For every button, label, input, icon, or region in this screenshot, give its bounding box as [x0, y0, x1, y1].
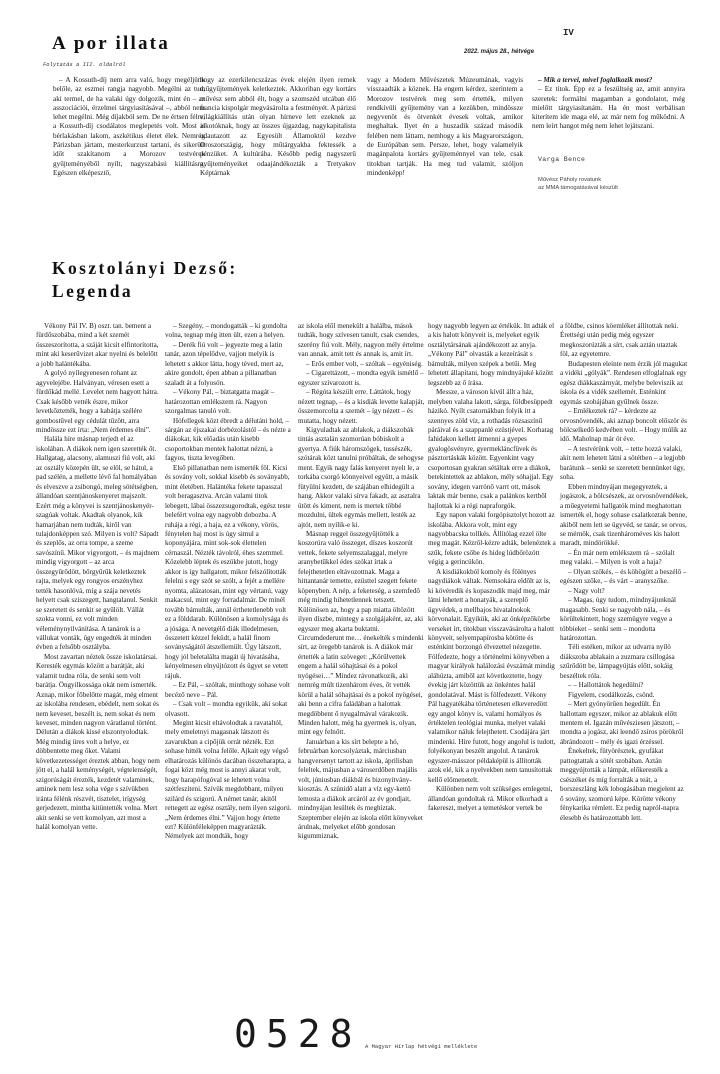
paragraph: A kisdiákokból komoly és fölényes nagydiákok váltak. Nemsokára eldőlt az is, ki kövéredik és kopaszodik majd meg, már látni lehetett a honatyák, a szereplő ügyvédek, a mellbajos hivatalnokok körvonalait. Egyikük, aki az önképzőkörbe verseket írt, titokban visszavásárolta a halott könyveit, selyempapírosba kötötte és esténkint borzongó élvezettel nézegette. Fölfedezte, hogy a történelmi könyvében a magyar királyok halálozási évszámát mindig aláhúzta, amiből azt következtette, hogy évekig járt közöttük az önkéntes halál gondolatával. Mást is fölfedezett. Vékony Pál hagyatékába történetesen elkeveredött egy angol könyv is, valami homályos és értéktelen teológiai munka, melyet valaki valamikor náluk felejthetett. Csodájára járt mindenki. Híre futott, hogy angolul is tudott, folyékonyan beszélt angolul. A tanárok egyszer-másszor példaképül is állították azok elé, kik a nyelvekben nem tanusítottak kellő előmenetelt.: [428, 567, 556, 784]
paragraph: – Mert gyönyörűen hegedült. Én hallottam egyszer, mikor az ablakuk előtt mentem el. Igazán művésziesen játszott, – mondta a jogász, aki leendő zsíros pörökről ábrándozott – mély és igazi érzéssel.: [560, 700, 684, 746]
story-name: Legenda: [52, 281, 133, 301]
paragraph: – Magas, úgy tudom, mindnyájunknál magasabb. Senki se nagyobb nála, – és körültekintett, hogy szemügyre vegye a többieket – senki sem – mondotta határozottan.: [560, 596, 676, 642]
paragraph: – Régóta készült erre. Láttátok, hogy nézett tegnap, – és a kisdiák levette kalapját, összemorcolta a szemét – így nézett – és mutatta, hogy nézett.: [298, 388, 425, 425]
paragraph: Januárban a kis sírt belepte a hó, februárban korcsolyáztak, márciusban hangversenyt tartott az iskola, áprilisban feleltek, májusban a városerdőben majális volt, júniusban diákbál és bizonyítvány-kiosztás. A szünidő alatt a víz egy-kettő lemosta a diákok arcáról az év gondjait, mindnyájan lesültek és meghíztak. Szeptember elején az iskola előtt könyveket árulnak, melyeket előbb gondosan kigummiznak,: [298, 737, 423, 841]
paragraph: – Nagy volt?: [568, 586, 605, 595]
paragraph: – Olyan szőkés, – és köhögött a beszélő – egészen szőke, – és várt – aranyszőke.: [560, 567, 687, 586]
issue-number: 0528: [234, 1012, 362, 1056]
story-column-5: [560, 322, 688, 823]
publication-tagline: A Magyar Hírlap hétvégi melléklete: [365, 1043, 478, 1050]
credit-line: Művész Páholy rovatunk: [538, 177, 602, 183]
continuation-note: Folytatás a III. oldalról: [43, 61, 126, 68]
paragraph: Halála híre másnap terjedt el az iskolában. A diákok nem igen szerették őt. Hallgatag, alacsony, alamuszi fiú volt, aki az osztály közepén ült, se elöl, se hátul, a pad szélén, a mellette lévő fal homályában és elveszve a zsibongó, meleg sötétségben, állandóan szentjánoskenyeret majszolt. Ezért még a könyvei is szentjánoskenyér-szagúak voltak. Akadtak olyanok, kik hamarjában nem tudták, kiről van tulajdonképpen szó. Milyen is volt? Sápadt és szeplős, az orra tompe, a szeme savószínű. Mikor vigyorgott, – és majdnem mindig vigyorgott – az arca összegyűrődött, bőrgyűrűk keletkeztek rajta, melyek egy rongyos erszényhez tették hasonlóvá, míg a szája nevetés helyett csak sziszegett, hangtalanul. Senkit se szeretett és senkit se gyűlölt. Vállát szokta vonni, ez volt minden véleménynyilvánítása. A tanárok is a vállukat vonták, úgy engedték át minden évben a felsőbb osztályba.: [36, 435, 160, 652]
paragraph: – Vékony Pál, – biztatgatta magát – határozottan emlékszem rá. Nagyon szorgalmas tanuló volt.: [165, 388, 275, 416]
page-number: IV: [563, 28, 574, 38]
interview-column-3: [367, 76, 523, 178]
interview-question: – Mik a tervei, mivel foglalkozik most?: [538, 76, 653, 84]
paragraph: Vékony Pál IV. B) oszt. tan. bement a fürdőszobába, mind a két szemét összeszorította, a száját kicsit elfintorította, mint aki keserűvizet akar nyelni és belelőtt a jobb halántékába.: [36, 322, 159, 368]
issue-date: 2022. május 28., hétvége: [464, 49, 535, 55]
paragraph: – Szegény, – mondogatták – ki gondolta volna, tegnap még itten ült, ezen a helyen.: [165, 322, 288, 340]
interview-column-2: [200, 76, 356, 178]
story-column-3: [298, 322, 426, 842]
interview-column-1: [53, 76, 205, 178]
paragraph: – – Hallottátok hegedülni?: [568, 681, 644, 690]
paragraph: vagy a Modern Művészetek Múzeumának, vagyis visszaadták a köznek. Ha engem kérdez, szerintem a Morozov testvérek meg sem értették, milyen rendkívüli gyűjtemény van a kezükben, mindössze negyvenöt és ötvenkét évesek voltak, amikor meghaltak. Ilyet én a huszadik század második felében nem láttam, nemhogy a kis Magyarországon, de Európában sem. Persze, lehet, hogy valamelyik magánpalota kortárs gyűjteménnyel van tele, csak titokban tartják. Ha meg tud valamit, szóljon mindenképp!: [367, 76, 523, 177]
paragraph: Megint kicsit eltávolodtak a ravataltól, mely emeletnyi magasnak látszott és zavarukban a cipőjük orrát nézték. Ezt sohase hitték volna felőle. Ajkait egy végső elhatározás különös dacában összeharapta, a fogai közt még most is annyi akarat volt, hogy harapófogóval se lehetett volna szétfeszíteni. Szívük megdobbant, milyen szilárd és szigorú. A német tanár, akitől rettegett az egész osztály, nem ilyen szigorú. „Nem érdemes élni.” Vajjon hogy értette ezt? Különféleképpen magyarázták. Némelyek azt mondták, hogy: [165, 719, 292, 841]
paragraph: Ebben mindnyájan megegyeztek, a jogászok, a bölcsészek, az orvosnövendékek, a műegyetemi hallgatók mind meghatottan ismerték el, hogy sohase csalatkoztak benne, akiből nem lett se ügyvéd, se tanár, se orvos, se mérnök, csak tizenhároméves kis halott maradt, mindörökké.: [560, 482, 688, 548]
paragraph: Budapesten eleinte nem érzik jól magukat a vidéki „gólyák”. Rendesen elfoglalnak egy egész diákkaszárnyát, melybe beleviszik az iskola és a vidék szellemét. Esténkint egymás szobájában gyűlnek össze.: [560, 359, 688, 406]
paragraph: – Erős ember volt, – szóltak – egyéniség.: [306, 359, 423, 368]
paragraph: Egy napon valaki forgópisztolyt hozott az iskolába. Akkora volt, mint egy nagyobbacska tollkés. Állítólag ezzel ölte meg magát. Kézről-kézre adták, belenéztek a szűk, fekete csőbe és hideg lúdbőrözött végig a gerincükön.: [428, 511, 556, 567]
paragraph: Most zavartan néztek össze iskolatársai. Keresték egymás között a barátját, aki valamit tudna róla, de senki sem volt barátja. Öngyilkossága okát nem ismerték. Aznap, mikor főbelőtte magát, még elment az iskolába rendesen, ebédelt, nem sokat és nem keveset, beszélt is, nem sokat és nem keveset, minden nagyon váratlanul történt. Délután a diákok kissé elszontyolodtak. Még mindig üres volt a helye, ez döbbentette meg őket. Valami következetességet éreztek abban, hogy nem jött el, a halál keménységét, végtelenségét, szigorúságát érezték, kezdetét valaminek, aminek nem lesz soha vége s szívükben iránta félénk részvét, tisztelet, irígység gerjedezett, mintha kitüntették volna. Mert akit senki se vett komolyan, azt most a halál komolyan vette.: [36, 652, 160, 832]
paragraph: – Emlékeztek rá? – kérdezte az orvosnövendék, aki aznap boncolt először és bölcselkedő kedvében volt. – Hogy múlik az idő. Maholnap már öt éve.: [560, 407, 687, 444]
paragraph: – Cigarettázott, – mondta egyik ismétlő – egyszer szivarozott is.: [298, 369, 424, 387]
paragraph: a földbe, csinos köemléket állítottak neki. Érettségi után pedig még egyszer megkoszorúzták a sírt, csak aztán utaztak föl, az egyetemre.: [560, 322, 679, 359]
paragraph: – Ez Pál, – szóltak, minthogy sohase volt becéző neve – Pál.: [165, 681, 290, 699]
paragraph: Másnap reggel összegyűjtötték a koszorúra való összeget, díszes koszorút vettek, fekete selyemszalaggal, melyre aranybetűkkel édes szókat írtak a felejthetetlen eltávozottnak. Maga a hittantanár temette, ezüsttel szegett fekete köpenyben. A nép, a feketeség, a szemfedő még mindig hihetetlennek tetszett. Különösen az, hogy a pap miatta öltözött ilyen díszbe, mintegy a szolgájaként, az, aki egyszer meg akarta buktatni. Circumdederunt me… énekelték s mindenki sírt, az öregebb tanárok is. A diákok már értették a latin szöveget: „Körülvettek engem a halál sóhajtásai és a pokol nyögései…” Mindez rávonatkozik, aki nemrég múlt tizenhárom éves, őt vették körül a halál sóhajtásai és a pokol nyögései, aki benn a cifra faládában a halottak megdöbbent ő nyugalmával várakozik. Minden halott, még ha gyermek is, olyan, mint egy felnőtt.: [298, 529, 424, 737]
story-title: [52, 257, 238, 303]
story-author: Kosztolányi Dezső:: [52, 258, 238, 278]
paragraph: Messze, a városon kívül állt a ház, melyben valaha lakott, sárga, földbesüppedt házikó. Nyílt csatornákban folyik itt a szennyes zöld víz, a rothadás rózsaszínű páráival és a szappanlé ezüstjével. Korhatag fahidakon kellett átmenni a gyepes gyalogösvényre, gyermekláncfüvek és pásztortáskák között. Egyenkint vagy csoportosan gyakran sétáltak erre a diákok, betekintettek az ablakon, mély sóhajjal. Egy sovány, idegen varrónő varrt ott, mások laktak már benne, csak a palánkos kertből hajlottak ki a régi napraforgók.: [428, 388, 554, 510]
paragraph: – A testvérünk volt, – tette hozzá valaki, akit nem lehetett látni a sötétben – a legjobb barátunk – senki se szeretett bennünket úgy, soha.: [560, 444, 686, 482]
interview-answer: – Ez titok. Épp ez a feszültség az, amit annyira szeretek: formálni magamban a gondolatot, még mielőtt tárgyiasítanám. Ha én most verbálisan kiterítem ide maga elé, az már nem fog működni. A nem leírt hangot még nem lehet lejátszani.: [532, 85, 685, 131]
paragraph: – Derék fiú volt – jegyezte meg a latin tanár, azon tépelődve, vajjon melyik is lehetett s akkor látta, hogy téved, mert az, akire gondolt, épen abban a pillanatban szaladt át a folyosón.: [165, 340, 284, 387]
paragraph: hogy az ezerkilencszázas évek elején ilyen remek műgyűjtemények keletkeztek. Akkoriban egy kortárs művész sem abból élt, hogy a szomszéd utcában élő francia kispolgár megvásárolta a festményét. A párizsi világkiállítás után olyan hírneve lett ezeknek az alkotóknak, hogy az összes újgazdag, nagykapitalista odautazott az Egyesült Államoktól kezdve Oroszországig, hogy műtárgyakba fektessék a pénzüket. A kultúrába. Később pedig nagyszerű gyűjteményeiket odaajándékozták a Tretyakov Képtárnak: [200, 76, 356, 177]
paragraph: hogy nagyobb legyen az értékük. Itt adták el a kis halott könyveit is, melyeket egyik osztálytársának ajándékozott az anyja. „Vékony Pál” olvasták a kezeírását s bámulták, milyen szépek a betűi. Meg lehetett állapítani, hogy mindnyájuké között legszebb az ő írása.: [428, 322, 555, 387]
paragraph: – A Kossuth-díj nem arra való, hogy megéljünk belőle, az eszmei rangja nagyobb. Megélni az tud, aki termel, de ha valaki úgy dolgozik, mint én – az asszociációi, érzelmei tárgyiasításával –, abból nem lehet megélni. Még díjakból sem. De ne értsen félre, a Kossuth-díj csodálatos meglepetés volt. Most is bérlakásban lakom, aszkétikus életet élek. Nemrég Párizsban jártam, mesterkurzust tartani, és sikerült időt szakítanom a Morozov testvérek gyűjteményéből nyílt, nagyszabású kiállításra. Egészen elképesztő,: [53, 76, 205, 177]
interview-column-4: [532, 76, 685, 132]
paragraph: – Csak volt – mondta egyikük, aki sokat olvasott.: [165, 700, 288, 718]
paragraph: az iskola elől menekült a halálba, mások tudták, hogy szívesen tanult, csak csendes, szerény fiú volt. Mély, nagyon mély értelme van annak, amit tett és annak is, amit írt.: [298, 322, 424, 359]
story-column-4: [428, 322, 556, 814]
paragraph: Énekeltek, fütyörésztek, gyufákat pattogtattak a sötét szobában. Aztán meggyújtották a lámpát, előkeresték a csészéket és míg forralták a teát, a borszeszláng kék lobogásában megjelent az ő sovány, szomorú képe. Körötte vékony fénykarika rémlett. Ez pedig napról-napra élesebb és határozottabb lett.: [560, 747, 684, 822]
paragraph: Kigyuladtak az ablakok, a diákszobák tintás asztalán szomorúan bóbiskolt a gyertya. A fiúk háromszögek, tussészék, szótárak közt tanulni próbáltak, de sehogyse ment. Egyik nagy falás kenyeret nyelt le, a torkába csorgó könnyeivel együtt, a másik fütyülni kezdett, de szájában elhidegült a hang. Akkor valaki sírva fakadt, az asztalra ütött és kiment, nem is mertek többé mozdulni, ültek egymás mellett, lesték az ajtót, nem nyílik-e ki.: [298, 425, 424, 529]
story-column-1: [36, 322, 160, 832]
story-column-2: [165, 322, 293, 842]
paragraph: Figyelem, csodálkozás, csönd.: [568, 690, 655, 699]
paragraph: Különben nem volt szükséges emlegetni, állandóan gondoltak rá. Mikor elkorhadt a fakereszt, melyet a temetéskor vertek be: [428, 785, 553, 813]
paragraph: Téli estéken, mikor az udvarra nyíló diákszoba ablakain a zuzmara csillogása szűrődött be, lámpagyújtás előtt, sokáig beszéltek róla.: [560, 643, 675, 680]
author-byline: Varga Bence: [538, 156, 586, 163]
article-title: A por illata: [52, 33, 170, 54]
paragraph: – Én már nem emlékszem rá – szólalt meg valaki. – Milyen is volt a haja?: [560, 548, 675, 567]
paragraph: A golyó nyílegyenesen rohant az agyvelejébe. Halványan, véresen esett a fürdőkád mellé. Levelet nem hagyott hátra. Csak később vették észre, mikor levetkőztették, hogy a kabátja szélére gombostűvel egy cédulát tűzött, arra mindössze ezt írta: „Nem érdemes élni”.: [36, 369, 159, 434]
credit-note: [538, 176, 618, 192]
paragraph: Hófellegek közt ébredt a délutáni hold, – sárgán az éjszakai dorbézolástól – és nézte a diákokat, kik előadás után kisebb csoportokban mentek halottat nézni, a fagyos, tiszta levegőben.: [165, 416, 291, 463]
paragraph: Első pillanatban nem ismerték föl. Kicsi és sovány volt, sokkal kisebb és soványabb, mint életében. Halántéka fekete tapasszal volt beragasztva. Arcán valami titok lebegett, lábai összezsugorodtak, egész teste belefért volna egy nagyobb dobozba. A ruhája a régi, a haja, ez a vékony, vörös, fénytelen haj most is úgy simul a koponyájára, mint sok-sok élettelen cérnaszál. Nézték távolról, éhes szemmel. Közelebb léptek és eszükbe jutott, hogy akkor is így hallgatott, mikor felszólították felelni s egy szót se szólt, a fejét a mellére nyomta, alázatosan, mint egy vértanú, vagy makacsul, mint egy forradalmár. De minél tovább bámulták, annál érthetetlenebb volt ez a földdarab. Különösen a komolysága és a jósága. A nevetgélő diák illedelmesen, összetett kézzel feküdt, a halál finom soványságától átszellemült. Úgy látszott, hogy jól beletalálta magát új hivatásába, kényelmesen elnyújtózott és ügyet se vetett rájuk.: [165, 463, 291, 680]
credit-line: az MMA támogatásával készült: [538, 185, 618, 191]
